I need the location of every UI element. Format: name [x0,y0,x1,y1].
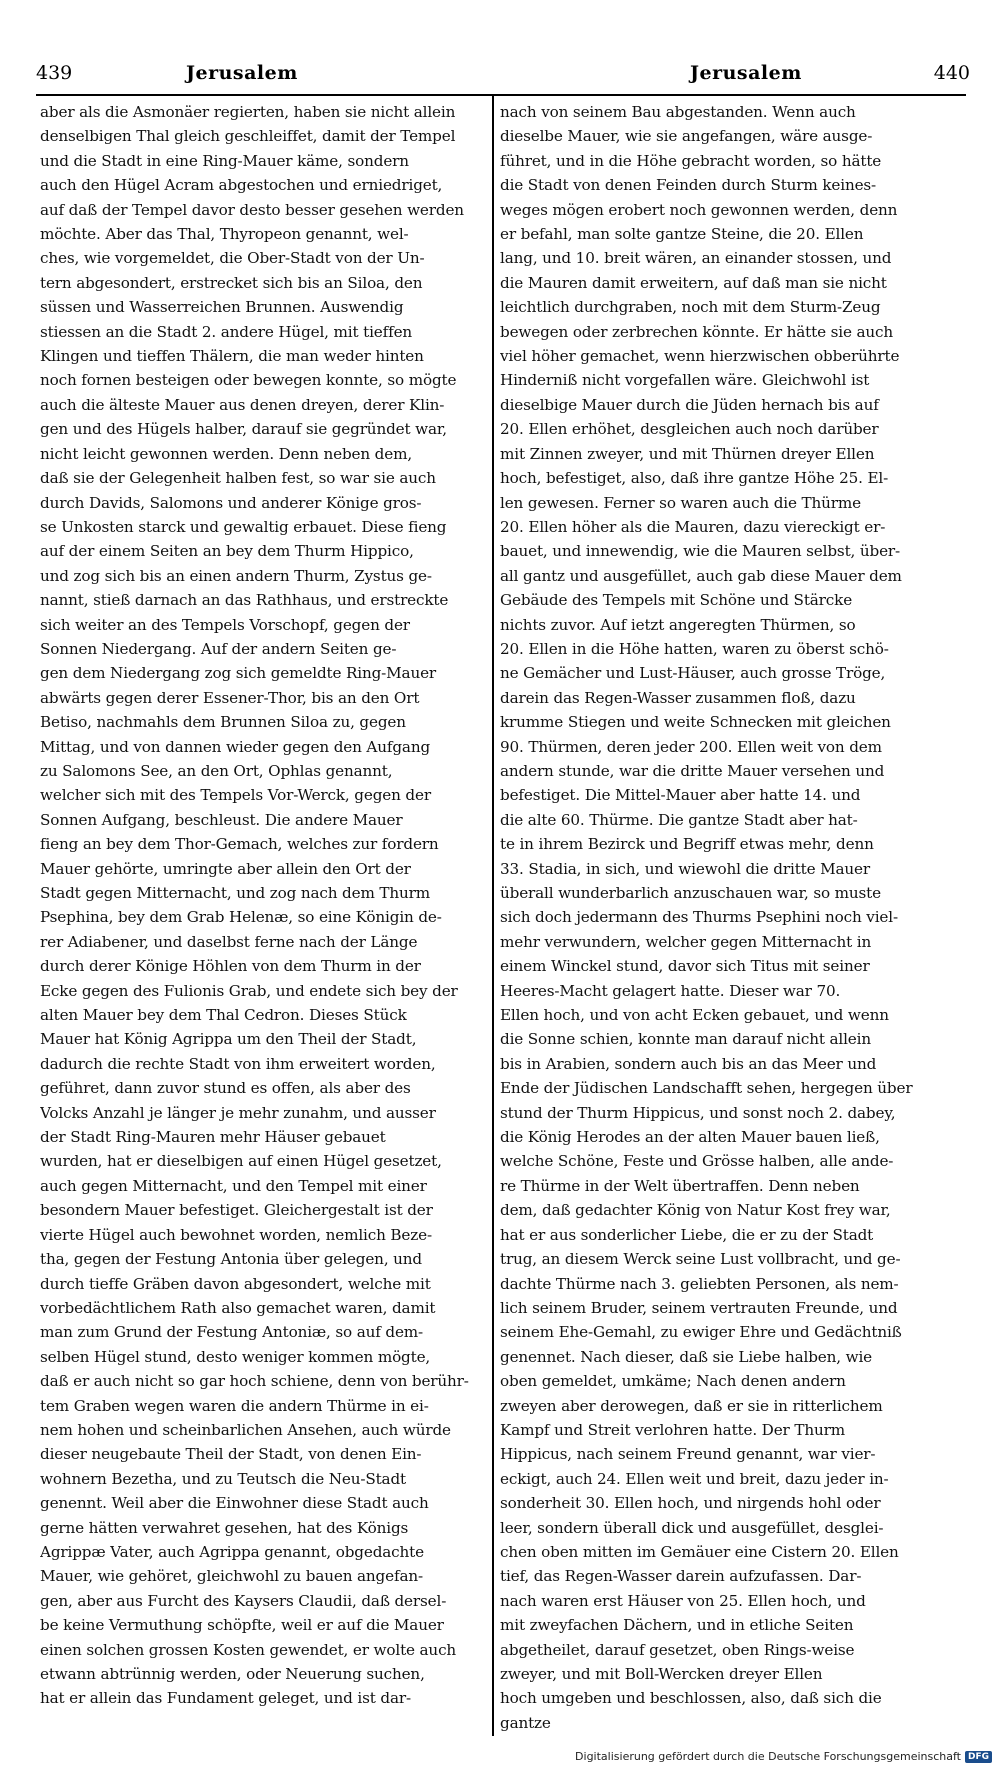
text-line: Klingen und tieffen Thälern, die man weder hinten [40,347,424,366]
left-page-number: 439 [36,62,73,84]
text-line: 90. Thürmen, deren jeder 200. Ellen weit von dem [500,737,882,756]
text-line: denselbigen Thal gleich geschleiffet, damit der Tempel [40,127,456,146]
text-line: bis in Arabien, sondern auch bis an das Meer und [500,1054,877,1073]
text-line: tem Graben wegen waren die andern Thürme in ei- [40,1396,429,1415]
text-line: abgetheilet, darauf gesetzet, oben Rings-weise [500,1640,855,1659]
text-line: Volcks Anzahl je länger je mehr zunahm, und ausser [40,1103,436,1122]
text-line: durch derer Könige Höhlen von dem Thurm in der [40,957,421,976]
text-line: tha, gegen der Festung Antonia über gelegen, und [40,1250,423,1269]
text-line: te in ihrem Bezirck und Begriff etwas mehr, denn [500,835,874,854]
text-line: Mauer hat König Agrippa um den Theil der Stadt, [40,1030,417,1049]
text-line: gantze [500,1713,551,1732]
text-line: der Stadt Ring-Mauren mehr Häuser gebauet [40,1128,386,1147]
text-line: vierte Hügel auch bewohnet worden, nemlich Beze- [40,1225,432,1244]
right-page-header [490,62,970,96]
text-line: leichtlich durchgraben, noch mit dem Sturm-Zeug [500,298,881,317]
text-line: 20. Ellen in die Höhe hatten, waren zu öberst schö- [500,639,889,658]
text-line: Kampf und Streit verlohren hatte. Der Thurm [500,1420,845,1439]
text-line: tief, das Regen-Wasser darein aufzufassen. Dar- [500,1567,862,1586]
text-line: dieselbige Mauer durch die Jüden hernach bis auf [500,395,879,414]
text-line: Mauer gehörte, umringte aber allein den Ort der [40,859,411,878]
text-line: mit zweyfachen Dächern, und in etliche Seiten [500,1616,854,1635]
text-line: rer Adiabener, und daselbst ferne nach der Länge [40,932,418,951]
text-line: Heeres-Macht gelagert hatte. Dieser war 70. [500,981,841,1000]
text-line: noch fornen besteigen oder bewegen konnte, so mögte [40,371,457,390]
text-line: möchte. Aber das Thal, Thyropeon genannt, wel- [40,225,409,244]
text-line: 20. Ellen höher als die Mauren, dazu viereckigt er- [500,517,886,536]
text-line: nannt, stieß darnach an das Rathhaus, und erstreckte [40,591,449,610]
text-line: die Stadt von denen Feinden durch Sturm keines- [500,176,877,195]
text-line: hat er aus sonderlicher Liebe, die er zu der Stadt [500,1225,874,1244]
text-line: 33. Stadia, in sich, und wiewohl die dritte Mauer [500,859,871,878]
text-line: vorbedächtlichem Rath also gemachet waren, damit [40,1298,436,1317]
text-line: man zum Grund der Festung Antoniæ, so auf dem- [40,1323,424,1342]
text-line: auch den Hügel Acram abgestochen und erniedriget, [40,176,443,195]
text-line: dachte Thürme nach 3. geliebten Personen, als nem- [500,1274,899,1293]
column-divider [492,96,494,1736]
text-line: se Unkosten starck und gewaltig erbauet. Diese fieng [40,517,447,536]
text-line: Hippicus, nach seinem Freund genannt, war vier- [500,1445,876,1464]
text-line: einem Winckel stund, davor sich Titus mit seiner [500,957,870,976]
text-line: mehr verwundern, welcher gegen Mitternacht in [500,932,872,951]
text-line: stund der Thurm Hippicus, und sonst noch 2. dabey, [500,1103,896,1122]
text-line: daß er auch nicht so gar hoch schiene, denn von berühr- [40,1372,469,1391]
text-line: fieng an bey dem Thor-Gemach, welches zur fordern [40,835,439,854]
text-line: krumme Stiegen und weite Schnecken mit gleichen [500,713,891,732]
text-line: welche Schöne, Feste und Grösse halben, alle ande- [500,1152,894,1171]
text-line: befestiget. Die Mittel-Mauer aber hatte 14. und [500,786,861,805]
text-line: Stadt gegen Mitternacht, und zog nach dem Thurm [40,884,430,902]
credit-text: Digitalisierung gefördert durch die Deutsche Forschungsgemeinschaft [575,1750,961,1763]
text-line: Mittag, und von dannen wieder gegen den Aufgang [40,737,431,756]
text-line: wohnern Bezetha, und zu Teutsch die Neu-Stadt [40,1469,406,1488]
text-line: nach waren erst Häuser von 25. Ellen hoch, und [500,1591,866,1610]
text-line: Betiso, nachmahls dem Brunnen Siloa zu, gegen [40,713,406,732]
text-line: Gebäude des Tempels mit Schöne und Stärcke [500,591,853,610]
text-line: aber als die Asmonäer regierten, haben sie nicht allein [40,103,456,121]
text-line: einen solchen grossen Kosten gewendet, er wolte auch [40,1640,457,1659]
text-line: alten Mauer bey dem Thal Cedron. Dieses Stück [40,1006,407,1025]
header-rule [36,94,966,96]
text-line: selben Hügel stund, desto weniger kommen mögte, [40,1347,431,1366]
text-line: leer, sondern überall dick und ausgefüllet, desglei- [500,1518,884,1537]
text-line: nem hohen und scheinbarlichen Ansehen, auch würde [40,1420,451,1439]
text-line: zu Salomons See, an den Ort, Ophlas genannt, [40,761,393,780]
text-line: zweyen aber derowegen, daß er sie in ritterlichem [500,1396,883,1415]
text-line: dieser neugebaute Theil der Stadt, von denen Ein- [40,1445,422,1464]
left-running-title: Jerusalem [186,62,298,84]
text-line: chen oben mitten im Gemäuer eine Cistern 20. Ellen [500,1542,899,1561]
text-line: die alte 60. Thürme. Die gantze Stadt aber hat- [500,810,858,829]
text-line: ne Gemächer und Lust-Häuser, auch grosse Tröge, [500,664,886,683]
text-line: andern stunde, war die dritte Mauer versehen und [500,761,885,780]
text-line: daß sie der Gelegenheit halben fest, so war sie auch [40,469,436,488]
text-line: auf daß der Tempel davor desto besser gesehen werden [40,200,464,219]
text-line: und zog sich bis an einen andern Thurm, Zystus ge- [40,566,432,585]
text-line: die Sonne schien, konnte man darauf nicht allein [500,1030,871,1049]
text-line: be keine Vermuthung schöpfte, weil er auf die Mauer [40,1616,444,1635]
text-line: durch Davids, Salomons und anderer Könige gros- [40,493,422,512]
text-line: weges mögen erobert noch gewonnen werden, denn [500,200,898,219]
text-line: überall wunderbarlich anzuschauen war, so muste [500,884,881,902]
text-line: er befahl, man solte gantze Steine, die 20. Ellen [500,225,864,244]
text-line: nicht leicht gewonnen werden. Denn neben dem, [40,444,413,463]
text-line: führet, und in die Höhe gebracht worden, so hätte [500,151,882,170]
text-line: dieselbe Mauer, wie sie angefangen, wäre ausge- [500,127,873,146]
text-line: wurden, hat er dieselbigen auf einen Hügel gesetzet, [40,1152,442,1171]
text-line: durch tieffe Gräben davon abgesondert, welche mit [40,1274,431,1293]
right-text-column [500,100,966,1735]
text-line: abwärts gegen derer Essener-Thor, bis an den Ort [40,688,420,707]
text-line: darein das Regen-Wasser zusammen floß, dazu [500,688,856,707]
text-line: Psephina, bey dem Grab Helenæ, so eine Königin de- [40,908,442,927]
text-line: gen, aber aus Furcht des Kaysers Claudii, daß dersel- [40,1591,447,1610]
text-line: sonderheit 30. Ellen hoch, und nirgends hohl oder [500,1494,881,1513]
text-line: eckigt, auch 24. Ellen weit und breit, dazu jeder in- [500,1469,889,1488]
text-line: und die Stadt in eine Ring-Mauer käme, sondern [40,151,409,170]
left-page-header [36,62,486,96]
text-line: seinem Ehe-Gemahl, zu ewiger Ehre und Gedächtniß [500,1323,902,1342]
left-text-column [40,100,488,1711]
text-line: geführet, dann zuvor stund es offen, als aber des [40,1079,411,1098]
text-line: auf der einem Seiten an bey dem Thurm Hippico, [40,542,414,561]
text-line: genennt. Weil aber die Einwohner diese Stadt auch [40,1494,429,1513]
text-line: Agrippæ Vater, auch Agrippa genannt, obgedachte [40,1542,424,1561]
text-line: lich seinem Bruder, seinem vertrauten Freunde, und [500,1298,898,1317]
text-line: re Thürme in der Welt übertraffen. Denn neben [500,1176,860,1195]
text-line: mit Zinnen zweyer, und mit Thürnen dreyer Ellen [500,444,875,463]
text-line: gerne hätten verwahret gesehen, hat des Königs [40,1518,409,1537]
text-line: auch die älteste Mauer aus denen dreyen, derer Klin- [40,395,445,414]
text-line: auch gegen Mitternacht, und den Tempel mit einer [40,1176,427,1195]
text-line: oben gemeldet, umkäme; Nach denen andern [500,1372,846,1391]
text-line: viel höher gemachet, wenn hierzwischen obberührte [500,347,900,366]
text-line: bauet, und innewendig, wie die Mauren selbst, über- [500,542,901,561]
text-line: sich doch jedermann des Thurms Psephini noch viel- [500,908,898,927]
text-line: hoch, befestiget, also, daß ihre gantze Höhe 25. El- [500,469,889,488]
text-line: trug, an diesem Werck seine Lust vollbracht, und ge- [500,1250,901,1269]
text-line: welcher sich mit des Tempels Vor-Werck, gegen der [40,786,431,805]
text-line: genennet. Nach dieser, daß sie Liebe halben, wie [500,1347,873,1366]
text-line: ches, wie vorgemeldet, die Ober-Stadt von der Un- [40,249,425,268]
dfg-logo: DFG [965,1751,992,1763]
text-line: lang, und 10. breit wären, an einander stossen, und [500,249,892,268]
text-line: die Mauren damit erweitern, auf daß man sie nicht [500,273,887,292]
text-line: tern abgesondert, erstrecket sich bis an Siloa, den [40,273,423,292]
text-line: Ellen hoch, und von acht Ecken gebauet, und wenn [500,1006,889,1025]
text-line: 20. Ellen erhöhet, desgleichen auch noch darüber [500,420,879,439]
text-line: nach von seinem Bau abgestanden. Wenn auch [500,103,856,121]
text-line: Hinderniß nicht vorgefallen wäre. Gleichwohl ist [500,371,870,390]
right-running-title: Jerusalem [690,62,802,84]
text-line: len gewesen. Ferner so waren auch die Thürme [500,493,861,512]
text-line: süssen und Wasserreichen Brunnen. Auswendig [40,298,404,317]
text-line: zweyer, und mit Boll-Wercken dreyer Ellen [500,1665,823,1683]
text-line: Sonnen Aufgang, beschleust. Die andere Mauer [40,810,403,829]
text-line: dadurch die rechte Stadt von ihm erweitert worden, [40,1054,436,1073]
text-line: gen dem Niedergang zog sich gemeldte Ring-Mauer [40,664,437,683]
text-line: Sonnen Niedergang. Auf der andern Seiten ge- [40,639,397,658]
text-line: all gantz und ausgefüllet, auch gab diese Mauer dem [500,566,902,585]
text-line: gen und des Hügels halber, darauf sie gegründet war, [40,420,447,439]
text-line: nichts zuvor. Auf ietzt angeregten Thürmen, so [500,615,856,634]
text-line: besondern Mauer befestiget. Gleichergestalt ist der [40,1201,433,1220]
text-line: dem, daß gedachter König von Natur Kost frey war, [500,1201,891,1220]
text-line: Ende der Jüdischen Landschafft sehen, hergegen über [500,1079,913,1098]
right-page-number: 440 [933,62,970,84]
text-line: Mauer, wie gehöret, gleichwohl zu bauen angefan- [40,1567,423,1586]
text-line: bewegen oder zerbrechen könnte. Er hätte sie auch [500,322,893,341]
text-line: Ecke gegen des Fulionis Grab, und endete sich bey der [40,981,458,1000]
text-line: stiessen an die Stadt 2. andere Hügel, mit tieffen [40,322,413,341]
text-line: die König Herodes an der alten Mauer bauen ließ, [500,1128,880,1147]
text-line: hat er allein das Fundament geleget, und ist dar- [40,1689,411,1708]
text-line: etwann abtrünnig werden, oder Neuerung suchen, [40,1665,425,1683]
digitization-credit [575,1750,992,1763]
text-line: hoch umgeben und beschlossen, also, daß sich die [500,1689,882,1708]
text-line: sich weiter an des Tempels Vorschopf, gegen der [40,615,410,634]
